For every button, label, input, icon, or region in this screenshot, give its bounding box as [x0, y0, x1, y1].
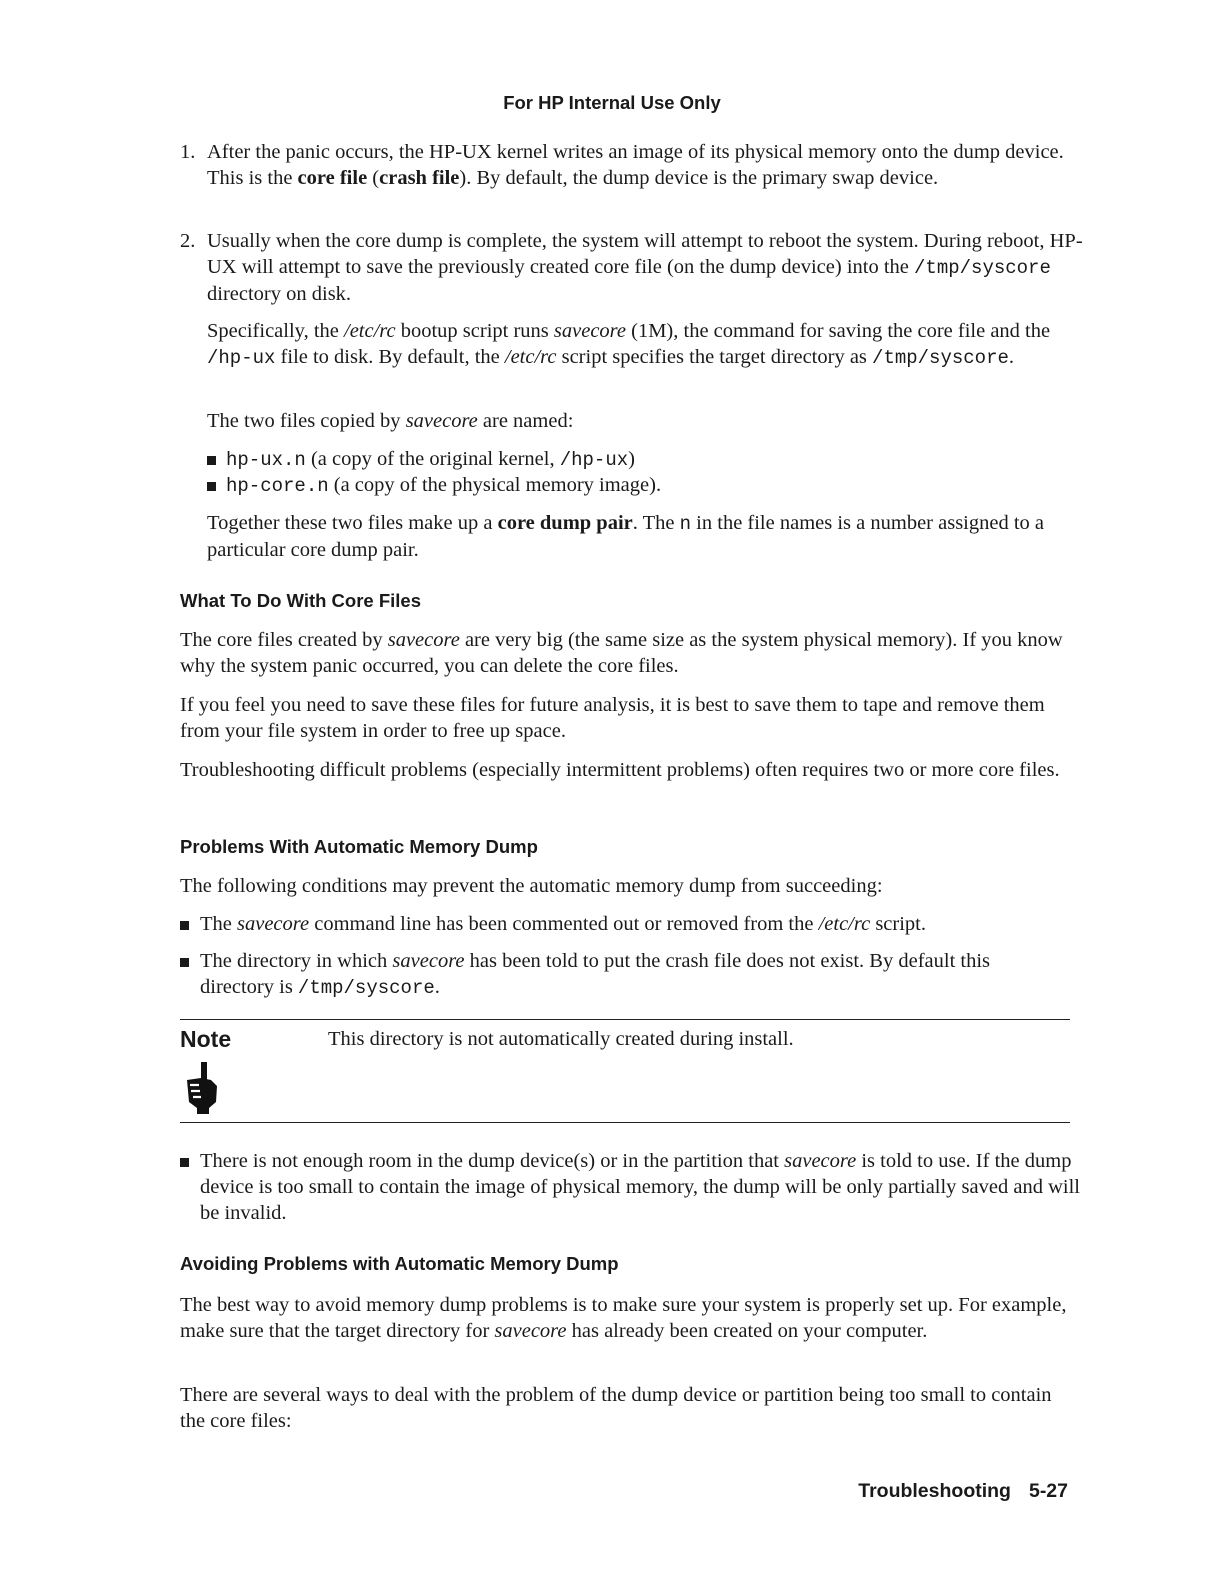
text: The core files created by [180, 629, 388, 651]
note-text: This directory is not automatically created during install. [328, 1028, 794, 1050]
term-crash-file: crash file [379, 167, 460, 189]
paragraph-best-way [180, 1292, 1080, 1344]
pointing-hand-icon [181, 1060, 221, 1121]
note-bottom-rule [180, 1122, 1070, 1123]
paragraph-together [207, 510, 1087, 563]
text: command line has been commented out or removed from the [309, 913, 819, 935]
footer-section: Troubleshooting [858, 1480, 1011, 1502]
text: bootup script runs [395, 320, 554, 342]
bullet-square-icon [207, 482, 216, 491]
list-item-1 [207, 139, 1087, 191]
text: ( [367, 167, 380, 189]
path-etc-rc: /etc/rc [818, 913, 871, 935]
list-item-file-2 [226, 472, 1086, 499]
text: After the panic occurs, the HP-UX kernel writes an image of its physical memory onto the dump device. This is the [207, 141, 1064, 189]
note-title: Note [180, 1026, 232, 1052]
text: There is not enough room in the dump device(s) or in the partition that [200, 1150, 785, 1172]
bullet-square-icon [180, 1158, 189, 1167]
command-savecore: savecore [405, 410, 478, 432]
text: Usually when the core dump is complete, the system will attempt to reboot the system. During reboot, HP-UX will attempt to save the previously created core file (on the dump device) into the [207, 230, 1083, 278]
term-core-dump-pair: core dump pair [497, 512, 633, 534]
command-savecore: savecore [387, 629, 460, 651]
list-item-2 [207, 228, 1087, 307]
term-core-file: core file [297, 167, 368, 189]
text: in the file names is a number assigned to a particular core dump pair. [207, 512, 1045, 561]
list-item-condition-3 [200, 1148, 1080, 1226]
command-savecore: savecore [392, 950, 465, 972]
text: The best way to avoid memory dump problems is to make sure your system is properly set up. For example, make sure that the target directory for [180, 1294, 1067, 1342]
path-etc-rc: /etc/rc [344, 320, 396, 342]
text: . The [632, 512, 680, 534]
bullet-square-icon [207, 456, 216, 465]
paragraph-core-files-size [180, 627, 1080, 679]
text: (a copy of the physical memory image). [328, 474, 662, 496]
text: are very big (the same size as the system physical memory). If you know why the system panic occurred, you can delete the core files. [180, 629, 1063, 677]
path-etc-rc: /etc/rc [504, 346, 557, 368]
text: . [1008, 346, 1014, 368]
text: Specifically, the [207, 320, 344, 342]
text: (a copy of the original kernel, [305, 448, 560, 470]
text: is told to use. If the dump device is too small to contain the image of physical memory, the dump will be only partially saved and will be invalid. [200, 1150, 1080, 1224]
section-heading-problems: Problems With Automatic Memory Dump [180, 836, 538, 857]
text: are named: [477, 410, 574, 432]
note-top-rule [180, 1019, 1070, 1020]
paragraph-troubleshooting: Troubleshooting difficult problems (especially intermittent problems) often requires two or more core files. [180, 759, 1060, 781]
paragraph-specifically [207, 318, 1087, 371]
section-heading-avoiding: Avoiding Problems with Automatic Memory Dump [180, 1253, 619, 1274]
text: The two files copied by [207, 410, 406, 432]
list-item-condition-2 [200, 948, 1020, 1001]
paragraph-several-ways: There are several ways to deal with the problem of the dump device or partition being too small to contain the core files: [180, 1384, 1052, 1432]
text: The [200, 913, 237, 935]
paragraph-save-files: If you feel you need to save these files for future analysis, it is best to save them to tape and remove them from your file system in order to free up space. [180, 694, 1045, 742]
path-tmp-syscore: /tmp/syscore [297, 977, 435, 999]
text: The directory in which [200, 950, 393, 972]
path-hp-ux: /hp-ux [207, 347, 276, 369]
path-hp-ux: /hp-ux [559, 449, 629, 471]
page-footer [858, 1480, 1068, 1503]
filename-hp-ux-n: hp-ux.n [226, 449, 306, 471]
text: has already been created on your computer. [566, 1320, 928, 1342]
list-number-2: 2. [180, 230, 196, 252]
pointing-hand-icon [181, 1060, 221, 1116]
command-savecore: savecore [784, 1150, 857, 1172]
text: (1M), the command for saving the core file and the [626, 320, 1051, 342]
paragraph-conditions-intro: The following conditions may prevent the automatic memory dump from succeeding: [180, 875, 883, 897]
paragraph-two-files [207, 408, 1087, 434]
text: script specifies the target directory as [556, 346, 873, 368]
command-savecore: savecore [494, 1320, 567, 1342]
text: has been told to put the crash file does not exist. By default this directory is [200, 950, 991, 998]
list-number-1: 1. [180, 141, 196, 163]
filename-hp-core-n: hp-core.n [226, 475, 329, 497]
command-savecore: savecore [237, 913, 310, 935]
page-header: For HP Internal Use Only [503, 92, 721, 113]
text: Together these two files make up a [207, 512, 498, 534]
bullet-square-icon [180, 958, 189, 967]
text: . [434, 976, 440, 998]
list-item-condition-1 [200, 911, 1080, 937]
text: script. [870, 913, 926, 935]
section-heading-core-files: What To Do With Core Files [180, 590, 422, 611]
list-item-file-1 [226, 446, 1086, 473]
text: file to disk. By default, the [275, 346, 505, 368]
text: ). By default, the dump device is the primary swap device. [459, 167, 939, 189]
path-tmp-syscore: /tmp/syscore [914, 257, 1051, 279]
text: ) [628, 448, 635, 470]
bullet-square-icon [180, 921, 189, 930]
command-savecore: savecore [553, 320, 626, 342]
page-number: 5-27 [1028, 1480, 1068, 1502]
variable-n: n [679, 513, 692, 535]
path-tmp-syscore: /tmp/syscore [872, 347, 1009, 369]
text: directory on disk. [207, 283, 352, 305]
